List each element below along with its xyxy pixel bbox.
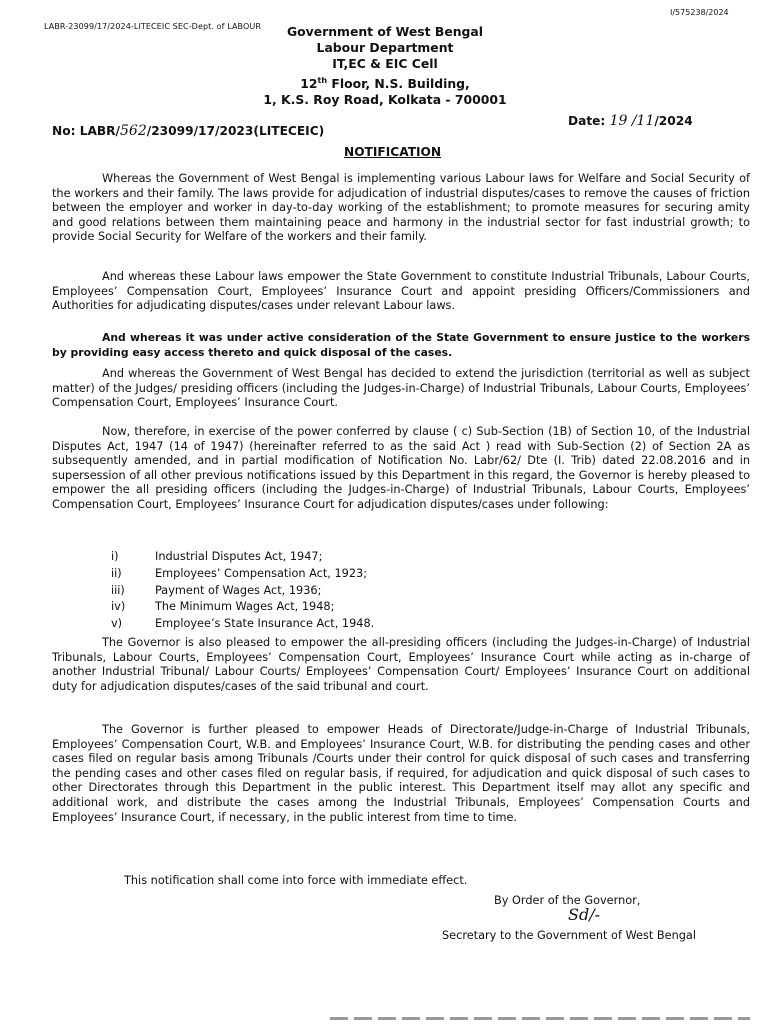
memo-number-prefix: No: LABR/ (52, 124, 121, 138)
letterhead-floor: 12th Floor, N.S. Building, (300, 75, 470, 91)
act-number: iii) (111, 583, 125, 597)
scan-artifact-line (330, 1017, 750, 1020)
act-title: Employees’ Compensation Act, 1923; (155, 566, 368, 580)
page-reference: I/575238/2024 (670, 8, 729, 17)
acts-list (111, 549, 374, 633)
letterhead-cell: IT,EC & EIC Cell (332, 56, 438, 72)
act-item (111, 549, 374, 566)
secretary-line: Secretary to the Government of West Bengal (442, 929, 696, 942)
act-number: v) (111, 617, 123, 631)
act-number: ii) (111, 566, 122, 580)
letterhead (240, 24, 530, 108)
act-item (111, 583, 374, 600)
date-handwritten: 19 /11 (609, 113, 655, 129)
act-title: The Minimum Wages Act, 1948; (155, 600, 335, 614)
notification-title: NOTIFICATION (344, 145, 442, 159)
memo-number (52, 123, 324, 139)
act-title: Employee’s State Insurance Act, 1948. (155, 617, 375, 631)
order-line: By Order of the Governor, (494, 894, 641, 907)
signature: Sd/- (568, 905, 600, 924)
memo-number-handwritten: 562 (120, 123, 147, 139)
paragraph-distribution: The Governor is further pleased to empower Heads of Directorate/Judge-in-Charge of Industrial Tribunals, Employees’ Compensation Court, W.B. and Employees’ Insurance Court, W.B. for distributing the pending cases and other cases filed on regular basis among Tribunals /Courts under their control for quick disposal of such cases and transferring the pending cases and other cases filed on regular basis, if required, for adjudication and quick disposal of such cases to other Directorates through this Department in the public interest. This Department itself may allot any specific and additional work, and distribute the cases among the Industrial Tribunals, Employees’ Compensation Courts and Employees’ Insurance Court, if necessary, in the public interest from time to time. (52, 723, 750, 824)
paragraph-welfare: Whereas the Government of West Bengal is implementing various Labour laws for Welfare and Social Security of the workers and their family. The laws provide for adjudication of industrial disputes/cases to remove the causes of friction between the employer and worker in day-to-day working of the establishment; to promote measures for securing amity and good relations between them maintaining peace and harmony in the industrial sector for fast industrial growth; to provide Social Security for Welfare of the workers and their family. (52, 172, 750, 244)
memo-number-suffix: /23099/17/2023(LITECEIC) (146, 124, 325, 138)
act-item (111, 616, 374, 633)
act-item (111, 566, 374, 583)
file-reference: LABR-23099/17/2024-LITECEIC SEC-Dept. of LABOUR (44, 22, 261, 31)
letterhead-department: Labour Department (316, 40, 454, 56)
paragraph-consideration: And whereas it was under active consideration of the State Government to ensure justice to the workers by providing easy access thereto and quick disposal of the cases. (52, 331, 750, 359)
letterhead-address: 1, K.S. Roy Road, Kolkata - 700001 (263, 91, 507, 107)
date-label: Date: (568, 114, 610, 128)
effect-statement: This notification shall come into force with immediate effect. (124, 874, 468, 887)
act-title: Industrial Disputes Act, 1947; (155, 550, 323, 563)
memo-date (568, 113, 693, 129)
act-number: i) (111, 550, 119, 563)
paragraph-jurisdiction: And whereas the Government of West Bengal has decided to extend the jurisdiction (territorial as well as subject matter) of the Judges/ presiding officers (including the Judges-in-Charge) of Industrial Tribunals, Labour Courts, Employees’ Compensation Court, Employees’ Insurance Court. (52, 367, 750, 410)
paragraph-now-therefore: Now, therefore, in exercise of the power conferred by clause ( c) Sub-Section (1B) of Section 10, of the Industrial Disputes Act, 1947 (14 of 1947) (hereinafter referred to as the said Act ) read with Sub-Section (2) of Section 2A as subsequently amended, and in partial modification of Notification No. Labr/62/ Dte (I. Trib) dated 22.08.2016 and in supersession of all other previous notifications issued by this Department in this regard, the Governor is hereby pleased to empower the all presiding officers (including the Judges-in-Charge) of Industrial Tribunals, Labour Courts, Employees’ Compensation Court, Employees’ Insurance Court for adjudication disputes/cases under following: (52, 425, 750, 511)
paragraph-additional-duty: The Governor is also pleased to empower the all-presiding officers (including the Judges-in-Charge) of Industrial Tribunals, Labour Courts, Employees’ Compensation Court, Employees’ Insurance Court while acting as in-charge of another Industrial Tribunal/ Labour Courts/ Employees’ Compensation Court/ Employees’ Insurance Court on additional duty for adjudication disputes/cases of the said tribunal and court. (52, 636, 750, 693)
paragraph-empower: And whereas these Labour laws empower the State Government to constitute Industrial Tribunals, Labour Courts, Employees’ Compensation Court, Employees’ Insurance Court and appoint presiding Officers/Commissioners and Authorities for adjudicating disputes/cases under relevant Labour laws. (52, 270, 750, 313)
date-year: /2024 (654, 114, 693, 128)
act-title: Payment of Wages Act, 1936; (155, 583, 322, 597)
act-item (111, 599, 374, 616)
letterhead-government: Government of West Bengal (286, 24, 484, 39)
act-number: iv) (111, 600, 126, 614)
